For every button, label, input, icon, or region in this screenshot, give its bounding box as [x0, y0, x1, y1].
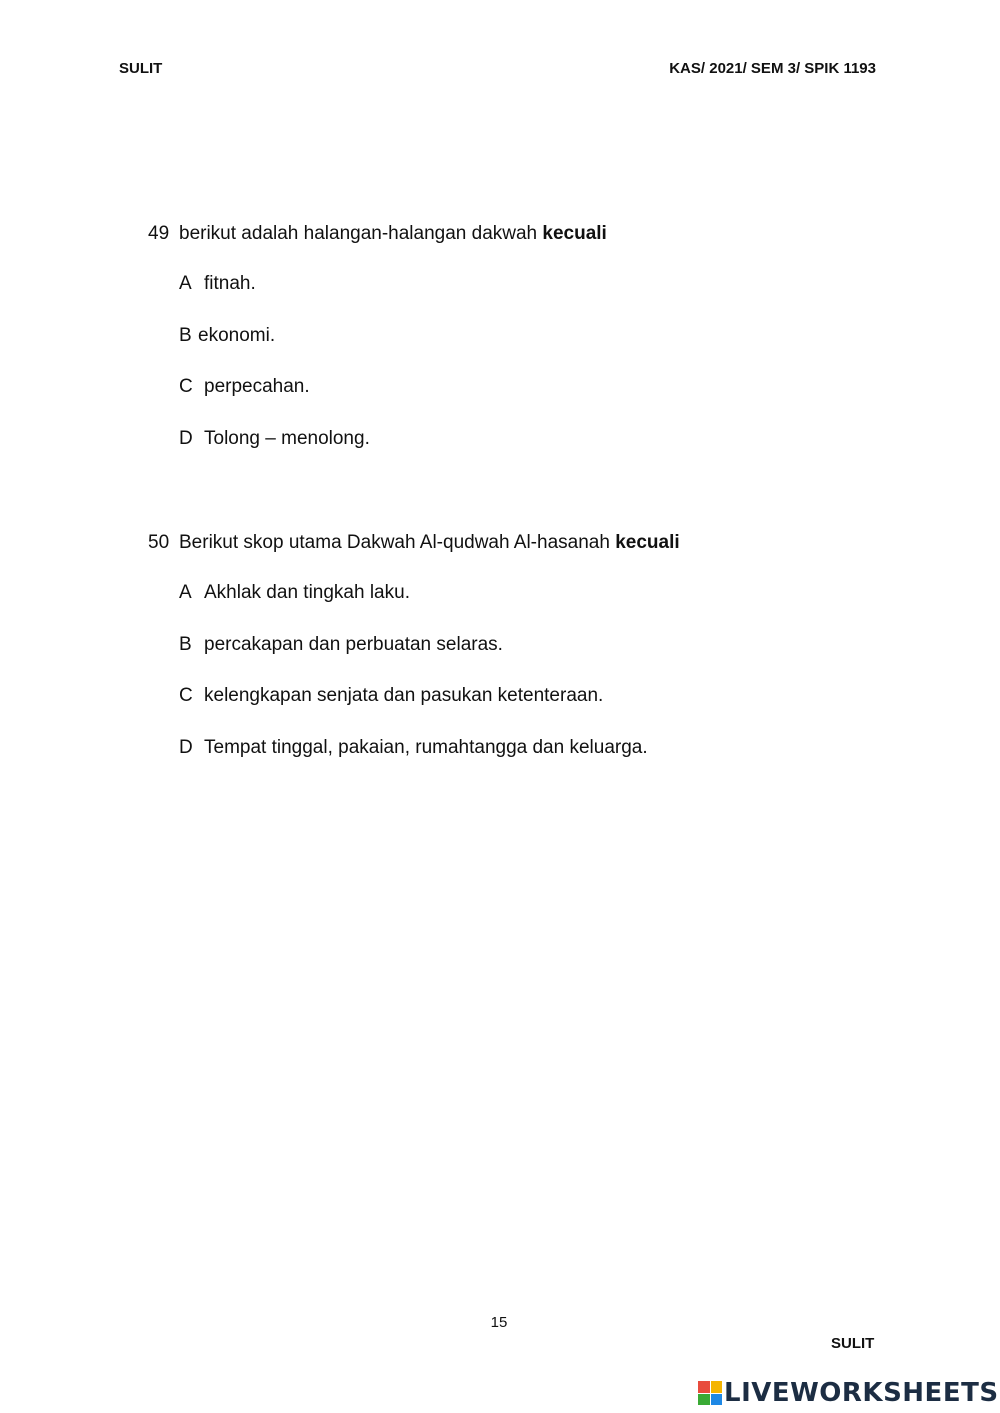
option-text: fitnah. [204, 273, 256, 294]
option-text: percakapan dan perbuatan selaras. [204, 633, 503, 655]
option-d[interactable] [179, 429, 607, 481]
option-letter: D [179, 736, 193, 758]
option-text: Tempat tinggal, pakaian, rumahtangga dan keluarga. [204, 736, 648, 758]
question-number: 49 [148, 223, 170, 244]
option-letter: D [179, 427, 193, 449]
logo-square [711, 1394, 723, 1406]
liveworksheets-logo-icon [698, 1381, 722, 1405]
option-letter: B [179, 324, 192, 346]
page-number: 15 [490, 1314, 508, 1331]
question-49 [148, 223, 607, 480]
question-text: berikut adalah halangan-halangan dakwah [179, 223, 543, 244]
option-letter: A [179, 582, 192, 603]
option-text: Akhlak dan tingkah laku. [204, 582, 410, 603]
question-keyword: kecuali [542, 223, 607, 244]
option-a[interactable] [179, 274, 607, 326]
option-letter: A [179, 273, 192, 294]
option-text: Tolong – menolong. [204, 427, 370, 449]
question-50 [148, 532, 680, 789]
answer-options [179, 583, 680, 789]
header-sulit: SULIT [119, 60, 163, 77]
option-d[interactable] [179, 738, 680, 790]
option-c[interactable] [179, 377, 607, 429]
option-letter: C [179, 685, 193, 706]
option-text: kelengkapan senjata dan pasukan ketenteraan. [204, 685, 604, 706]
question-stem [148, 223, 607, 274]
liveworksheets-brand[interactable] [698, 1378, 999, 1408]
logo-square [698, 1394, 710, 1406]
question-keyword: kecuali [615, 532, 680, 553]
brand-text: LIVEWORKSHEETS [724, 1378, 999, 1408]
option-text: ekonomi. [198, 324, 276, 346]
option-b[interactable] [179, 326, 607, 378]
option-letter: B [179, 633, 192, 655]
answer-options [179, 274, 607, 480]
logo-square [698, 1381, 710, 1393]
option-letter: C [179, 376, 193, 397]
option-a[interactable] [179, 583, 680, 635]
logo-square [711, 1381, 723, 1393]
header-exam-code: KAS/ 2021/ SEM 3/ SPIK 1193 [669, 60, 876, 77]
option-c[interactable] [179, 686, 680, 738]
question-stem [148, 532, 680, 583]
footer-sulit: SULIT [831, 1335, 875, 1352]
option-b[interactable] [179, 635, 680, 687]
question-number: 50 [148, 532, 170, 553]
option-text: perpecahan. [204, 376, 310, 397]
question-text: Berikut skop utama Dakwah Al-qudwah Al-hasanah [179, 532, 616, 553]
